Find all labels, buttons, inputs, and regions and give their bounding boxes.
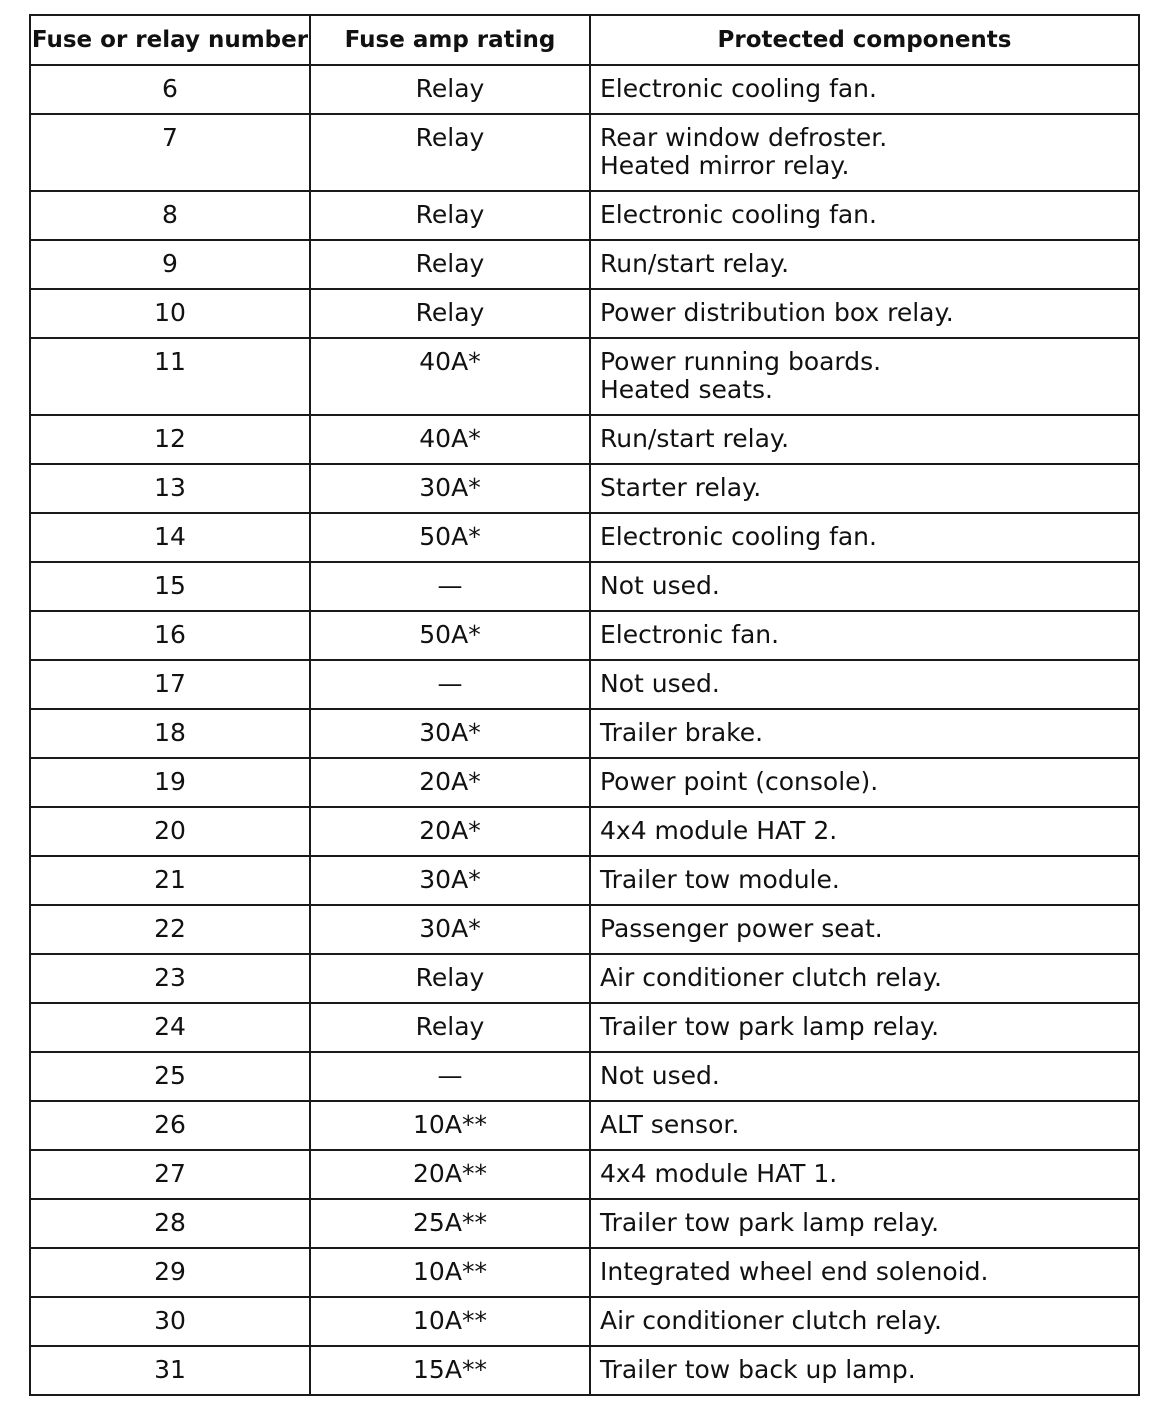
- protected-components-cell: [590, 905, 1139, 954]
- protected-components-cell: [590, 1101, 1139, 1150]
- fuse-number-cell: 15: [30, 562, 310, 611]
- fuse-number-cell: 20: [30, 807, 310, 856]
- amp-rating-cell: 10A**: [310, 1248, 590, 1297]
- amp-rating-cell: Relay: [310, 114, 590, 191]
- fuse-number-cell: 22: [30, 905, 310, 954]
- table-row: [30, 1101, 1139, 1150]
- table-row: [30, 114, 1139, 191]
- protected-components-cell: [590, 856, 1139, 905]
- fuse-number-cell: 29: [30, 1248, 310, 1297]
- fuse-number-cell: 12: [30, 415, 310, 464]
- amp-rating-cell: Relay: [310, 1003, 590, 1052]
- component-line: Trailer tow module.: [600, 865, 840, 894]
- component-line: Air conditioner clutch relay.: [600, 963, 942, 992]
- protected-components-cell: [590, 709, 1139, 758]
- protected-components-cell: [590, 191, 1139, 240]
- amp-rating-cell: Relay: [310, 65, 590, 114]
- table-row: [30, 464, 1139, 513]
- header-fuse-number: Fuse or relay number: [30, 15, 310, 65]
- protected-components-cell: [590, 65, 1139, 114]
- fuse-number-cell: 21: [30, 856, 310, 905]
- table-row: [30, 1297, 1139, 1346]
- table-row: [30, 1199, 1139, 1248]
- component-line: Heated mirror relay.: [600, 151, 850, 180]
- table-row: [30, 660, 1139, 709]
- table-row: [30, 65, 1139, 114]
- component-line: Power distribution box relay.: [600, 298, 954, 327]
- protected-components-cell: [590, 1346, 1139, 1395]
- amp-rating-cell: Relay: [310, 289, 590, 338]
- protected-components-cell: [590, 415, 1139, 464]
- amp-rating-cell: —: [310, 562, 590, 611]
- protected-components-cell: [590, 1052, 1139, 1101]
- component-line: Electronic cooling fan.: [600, 200, 877, 229]
- protected-components-cell: [590, 114, 1139, 191]
- protected-components-cell: [590, 513, 1139, 562]
- component-line: Electronic cooling fan.: [600, 522, 877, 551]
- fuse-number-cell: 25: [30, 1052, 310, 1101]
- amp-rating-cell: Relay: [310, 240, 590, 289]
- fuse-number-cell: 10: [30, 289, 310, 338]
- component-line: Run/start relay.: [600, 424, 790, 453]
- amp-rating-cell: Relay: [310, 954, 590, 1003]
- protected-components-cell: [590, 1150, 1139, 1199]
- fuse-table: [29, 14, 1140, 1396]
- fuse-number-cell: 19: [30, 758, 310, 807]
- amp-rating-cell: 40A*: [310, 415, 590, 464]
- protected-components-cell: [590, 240, 1139, 289]
- table-row: [30, 513, 1139, 562]
- component-line: Air conditioner clutch relay.: [600, 1306, 942, 1335]
- table-row: [30, 954, 1139, 1003]
- component-line: Not used.: [600, 571, 720, 600]
- amp-rating-cell: 30A*: [310, 464, 590, 513]
- component-line: 4x4 module HAT 2.: [600, 816, 838, 845]
- amp-rating-cell: 30A*: [310, 856, 590, 905]
- table-row: [30, 562, 1139, 611]
- table-row: [30, 1346, 1139, 1395]
- fuse-number-cell: 6: [30, 65, 310, 114]
- fuse-number-cell: 30: [30, 1297, 310, 1346]
- fuse-number-cell: 27: [30, 1150, 310, 1199]
- amp-rating-cell: —: [310, 660, 590, 709]
- table-row: [30, 240, 1139, 289]
- header-protected-components: Protected components: [590, 15, 1139, 65]
- protected-components-cell: [590, 611, 1139, 660]
- amp-rating-cell: 20A**: [310, 1150, 590, 1199]
- protected-components-cell: [590, 1003, 1139, 1052]
- amp-rating-cell: 15A**: [310, 1346, 590, 1395]
- header-amp-rating: Fuse amp rating: [310, 15, 590, 65]
- component-line: Not used.: [600, 669, 720, 698]
- table-row: [30, 856, 1139, 905]
- table-row: [30, 1003, 1139, 1052]
- component-line: Electronic cooling fan.: [600, 74, 877, 103]
- fuse-number-cell: 8: [30, 191, 310, 240]
- table-row: [30, 1150, 1139, 1199]
- component-line: Trailer brake.: [600, 718, 764, 747]
- component-line: ALT sensor.: [600, 1110, 740, 1139]
- table-row: [30, 807, 1139, 856]
- protected-components-cell: [590, 289, 1139, 338]
- protected-components-cell: [590, 758, 1139, 807]
- amp-rating-cell: 40A*: [310, 338, 590, 415]
- fuse-number-cell: 28: [30, 1199, 310, 1248]
- table-row: [30, 905, 1139, 954]
- fuse-number-cell: 11: [30, 338, 310, 415]
- component-line: Rear window defroster.: [600, 123, 888, 152]
- table-row: [30, 191, 1139, 240]
- table-row: [30, 611, 1139, 660]
- protected-components-cell: [590, 338, 1139, 415]
- table-row: [30, 289, 1139, 338]
- component-line: Passenger power seat.: [600, 914, 883, 943]
- component-line: Trailer tow park lamp relay.: [600, 1012, 940, 1041]
- protected-components-cell: [590, 562, 1139, 611]
- component-line: 4x4 module HAT 1.: [600, 1159, 838, 1188]
- component-line: Starter relay.: [600, 473, 762, 502]
- table-row: [30, 415, 1139, 464]
- fuse-number-cell: 26: [30, 1101, 310, 1150]
- fuse-number-cell: 18: [30, 709, 310, 758]
- fuse-number-cell: 14: [30, 513, 310, 562]
- protected-components-cell: [590, 660, 1139, 709]
- protected-components-cell: [590, 807, 1139, 856]
- amp-rating-cell: —: [310, 1052, 590, 1101]
- fuse-number-cell: 17: [30, 660, 310, 709]
- protected-components-cell: [590, 1248, 1139, 1297]
- amp-rating-cell: 50A*: [310, 611, 590, 660]
- amp-rating-cell: 30A*: [310, 905, 590, 954]
- amp-rating-cell: 10A**: [310, 1101, 590, 1150]
- component-line: Power point (console).: [600, 767, 879, 796]
- fuse-number-cell: 7: [30, 114, 310, 191]
- component-line: Heated seats.: [600, 375, 773, 404]
- table-row: [30, 1248, 1139, 1297]
- fuse-number-cell: 23: [30, 954, 310, 1003]
- component-line: Trailer tow back up lamp.: [600, 1355, 916, 1384]
- component-line: Electronic fan.: [600, 620, 780, 649]
- amp-rating-cell: Relay: [310, 191, 590, 240]
- component-line: Trailer tow park lamp relay.: [600, 1208, 940, 1237]
- amp-rating-cell: 10A**: [310, 1297, 590, 1346]
- protected-components-cell: [590, 1297, 1139, 1346]
- amp-rating-cell: 25A**: [310, 1199, 590, 1248]
- fuse-number-cell: 16: [30, 611, 310, 660]
- fuse-number-cell: 9: [30, 240, 310, 289]
- table-row: [30, 338, 1139, 415]
- protected-components-cell: [590, 464, 1139, 513]
- component-line: Run/start relay.: [600, 249, 790, 278]
- table-row: [30, 758, 1139, 807]
- amp-rating-cell: 20A*: [310, 807, 590, 856]
- component-line: Power running boards.: [600, 347, 882, 376]
- component-line: Not used.: [600, 1061, 720, 1090]
- fuse-number-cell: 24: [30, 1003, 310, 1052]
- fuse-number-cell: 13: [30, 464, 310, 513]
- amp-rating-cell: 30A*: [310, 709, 590, 758]
- table-row: [30, 1052, 1139, 1101]
- amp-rating-cell: 50A*: [310, 513, 590, 562]
- header-row: [30, 15, 1139, 65]
- component-line: Integrated wheel end solenoid.: [600, 1257, 989, 1286]
- protected-components-cell: [590, 954, 1139, 1003]
- table-row: [30, 709, 1139, 758]
- amp-rating-cell: 20A*: [310, 758, 590, 807]
- protected-components-cell: [590, 1199, 1139, 1248]
- fuse-number-cell: 31: [30, 1346, 310, 1395]
